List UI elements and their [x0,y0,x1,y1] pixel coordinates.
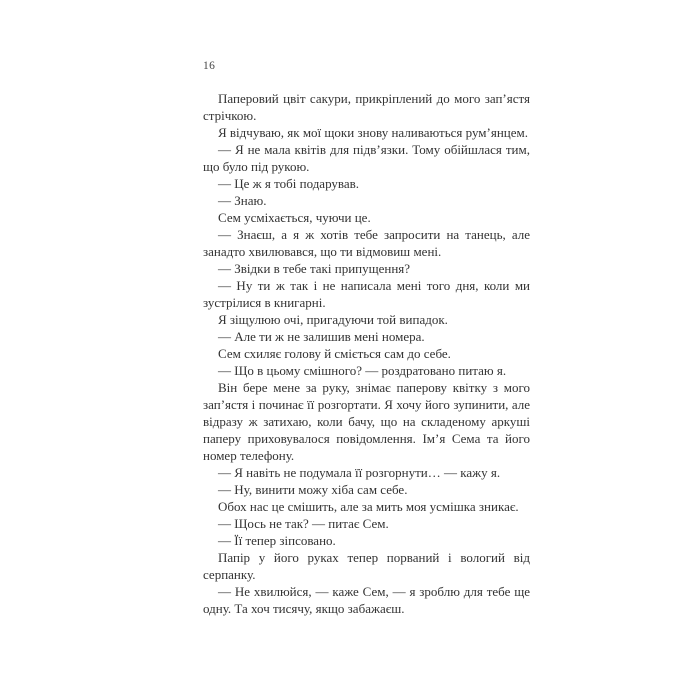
paragraph: Обох нас це смішить, але за мить моя усмішка зникає. [218,499,519,514]
paragraph: — Я не мала квітів для підв’язки. Тому обійшлася тим, що було під рукою. [203,142,530,174]
paragraph: — Ну, винити можу хіба сам себе. [218,482,408,497]
paragraph: — Що в цьому смішного? — роздратовано питаю я. [218,363,507,378]
paragraph: Він бере мене за руку, знімає паперову квітку з мого зап’ястя і починає її розгортати. Я хочу його зупинити, але відразу ж затихаю, коли бачу, що на складеному аркуші паперу приховувалося повідомлення. Ім’я Сема та його номер телефону. [203,380,530,463]
paragraph: Сем усміхається, чуючи це. [218,210,371,225]
paragraph: — Її тепер зіпсовано. [218,533,336,548]
paragraph: — Ну ти ж так і не написала мені того дня, коли ми зустрілися в книгарні. [203,278,530,310]
page-number: 16 [203,60,216,72]
paragraph: Я відчуваю, як мої щоки знову наливаються рум’янцем. [218,125,529,140]
paragraph: Я зіщулюю очі, пригадуючи той випадок. [218,312,448,327]
paragraph: Папір у його руках тепер порваний і вологий від серпанку. [203,550,530,582]
paragraph: — Але ти ж не залишив мені номера. [218,329,425,344]
paragraph: — Не хвилюйся, — каже Сем, — я зроблю для тебе ще одну. Та хоч тисячу, якщо забажаєш. [203,584,530,616]
paragraph: — Щось не так? — питає Сем. [218,516,389,531]
paragraph: Сем схиляє голову й сміється сам до себе. [218,346,451,361]
paragraph: — Я навіть не подумала її розгорнути… — кажу я. [218,465,501,480]
body-text-block [203,90,530,617]
paragraph: — Це ж я тобі подарував. [218,176,360,191]
paragraph: — Знаєш, а я ж хотів тебе запросити на танець, але занадто хвилювався, що ти відмовиш мені. [203,227,530,259]
paragraph: Паперовий цвіт сакури, прикріплений до мого зап’ястя стрічкою. [203,91,530,123]
paragraph: — Знаю. [218,193,267,208]
paragraph: — Звідки в тебе такі припущення? [218,261,411,276]
